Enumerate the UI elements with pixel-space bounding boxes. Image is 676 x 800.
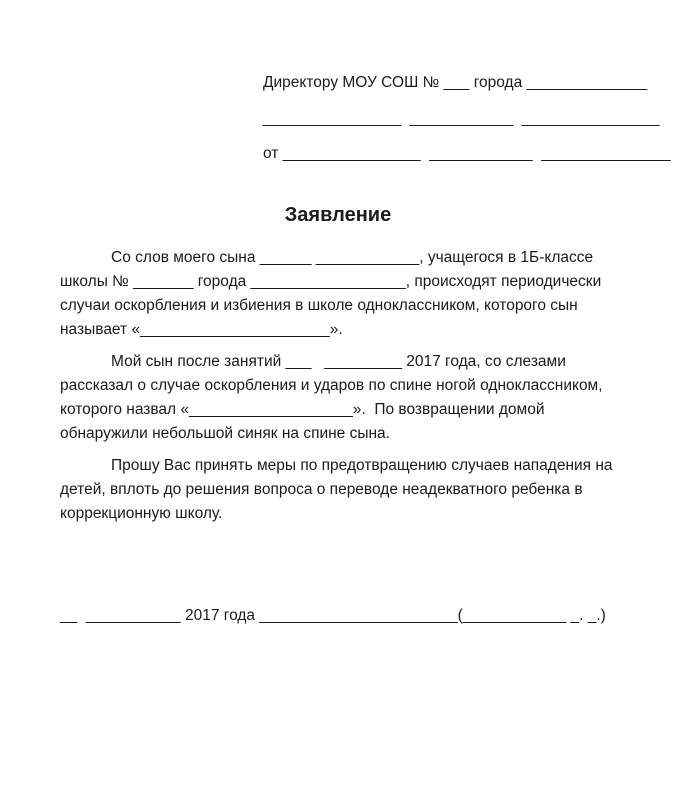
paragraph-2-line-3: которого назвал «___________________». По возвращении домой (60, 401, 545, 418)
paragraph-1-line-2: школы № _______ города __________________, происходят периодически (60, 273, 602, 290)
paragraph-1-line-1: Со слов моего сына ______ ____________, учащегося в 1Б-классе (111, 249, 594, 266)
document-title: Заявление (284, 204, 392, 226)
paragraph-2-line-2: рассказал о случае оскорбления и ударов по спине ногой одноклассником, (60, 377, 603, 394)
paragraph-1-line-4: называет «______________________». (60, 321, 343, 338)
addressee-line-1: Директору МОУ СОШ № ___ города ______________ (263, 74, 648, 91)
paragraph-2-line-4: обнаружили небольшой синяк на спине сына. (60, 425, 390, 442)
signature-line: __ ___________ 2017 года _______________________(____________ _. _.) (60, 607, 606, 624)
paragraph-3-line-2: детей, вплоть до решения вопроса о переводе неадекватного ребенка в (60, 481, 583, 498)
paragraph-2-line-1: Мой сын после занятий ___ _________ 2017 года, со слезами (111, 353, 566, 370)
paragraph-1-line-3: случаи оскорбления и избиения в школе одноклассником, которого сын (60, 297, 578, 314)
paragraph-3-line-3: коррекционную школу. (60, 505, 223, 522)
paragraph-3-line-1: Прошу Вас принять меры по предотвращению случаев нападения на (111, 457, 613, 474)
sender-line: от ________________ ____________ _______________ (263, 145, 671, 162)
addressee-line-2: ________________ ____________ ________________ (263, 110, 660, 127)
